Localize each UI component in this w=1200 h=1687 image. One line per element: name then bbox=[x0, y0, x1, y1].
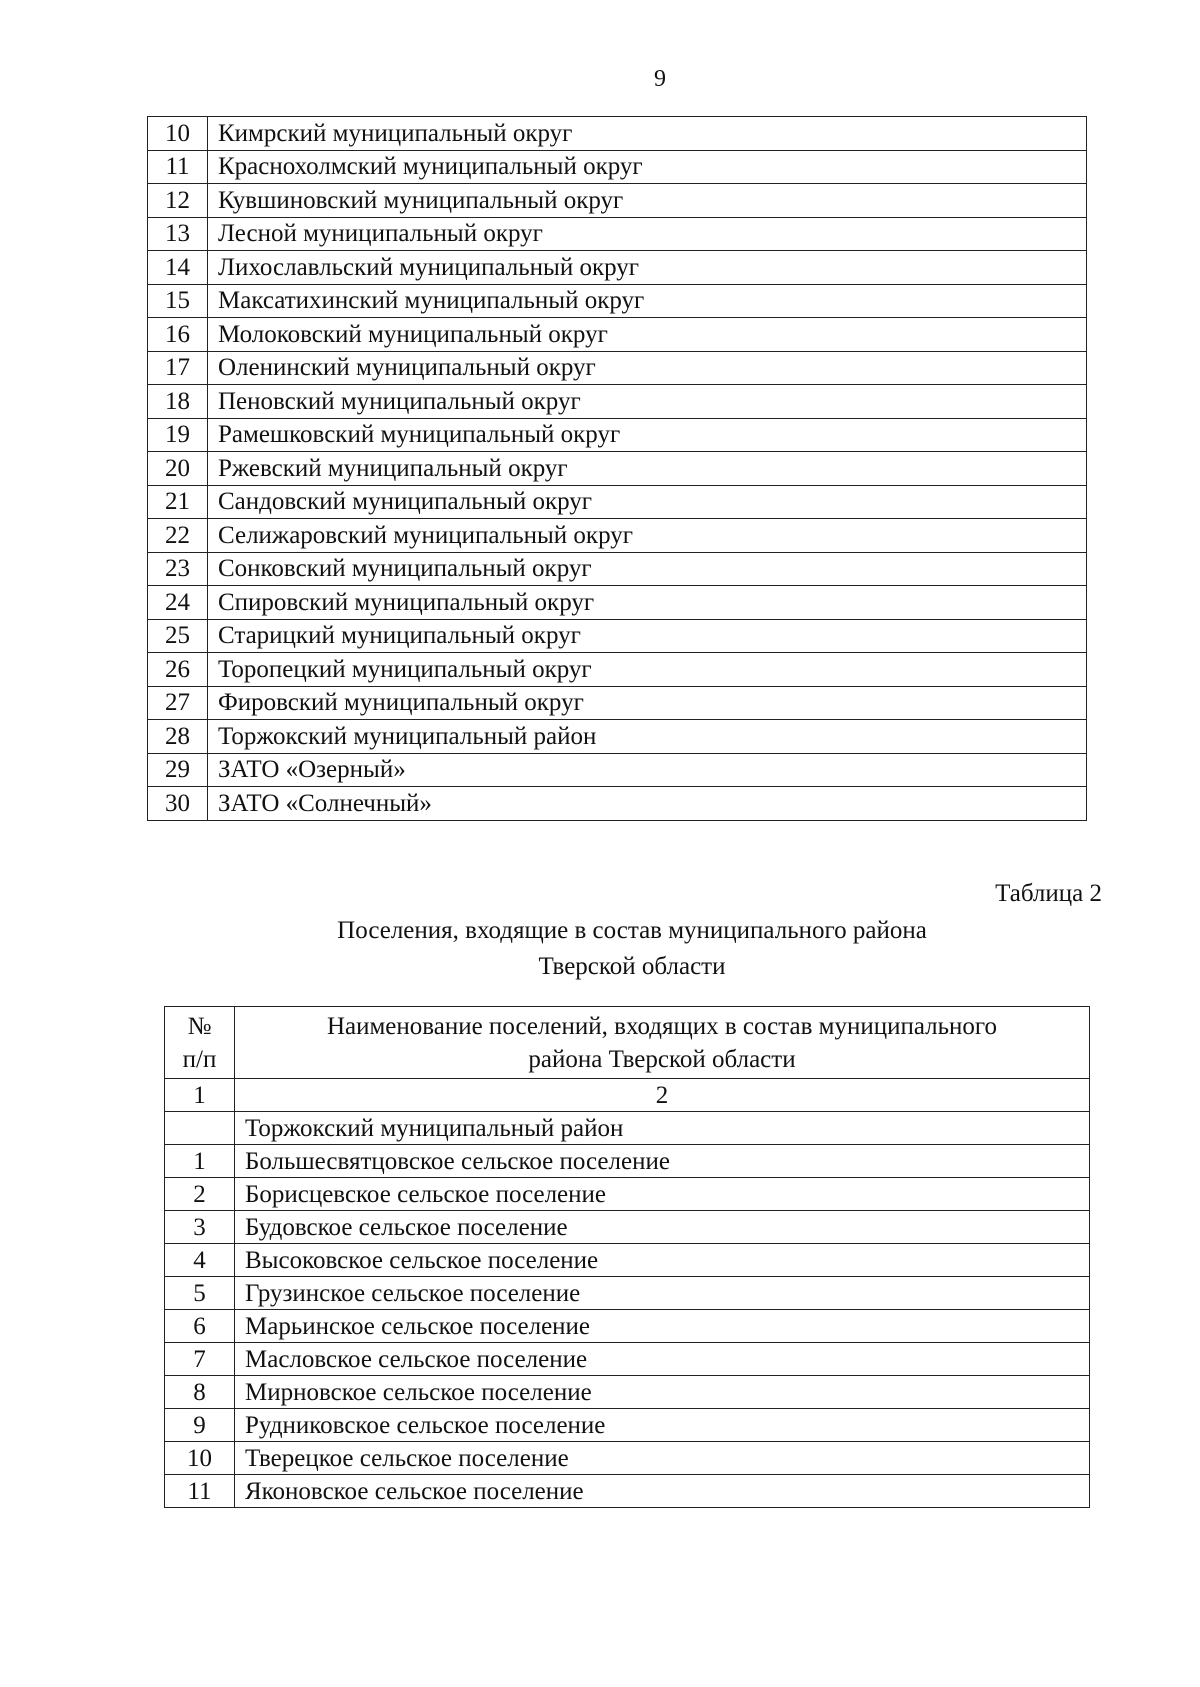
row-number-cell: 13 bbox=[148, 217, 208, 251]
table-row bbox=[165, 1343, 1090, 1376]
row-name-cell: Сонковский муниципальный округ bbox=[208, 552, 1087, 586]
settlements-table bbox=[164, 1006, 1090, 1508]
table-row bbox=[148, 251, 1087, 285]
table-row bbox=[148, 351, 1087, 385]
row-name-cell: Грузинское сельское поселение bbox=[235, 1277, 1090, 1310]
row-name-cell: ЗАТО «Озерный» bbox=[208, 753, 1087, 787]
row-name-cell: Оленинский муниципальный округ bbox=[208, 351, 1087, 385]
row-name-cell: Пеновский муниципальный округ bbox=[208, 385, 1087, 419]
row-number-cell: 12 bbox=[148, 184, 208, 218]
table-row bbox=[165, 1145, 1090, 1178]
table-row bbox=[165, 1376, 1090, 1409]
table-row bbox=[148, 720, 1087, 754]
row-name-cell: Марьинское сельское поселение bbox=[235, 1310, 1090, 1343]
row-number-cell: 1 bbox=[165, 1145, 235, 1178]
row-number-cell: 4 bbox=[165, 1244, 235, 1277]
table-row bbox=[148, 385, 1087, 419]
table-row bbox=[148, 552, 1087, 586]
row-name-cell: Высоковское сельское поселение bbox=[235, 1244, 1090, 1277]
row-number-cell: 17 bbox=[148, 351, 208, 385]
row-name-cell: Кимрский муниципальный округ bbox=[208, 117, 1087, 151]
row-name-cell: Лесной муниципальный округ bbox=[208, 217, 1087, 251]
row-number-cell: 16 bbox=[148, 318, 208, 352]
row-name-cell: Масловское сельское поселение bbox=[235, 1343, 1090, 1376]
row-name-cell: Будовское сельское поселение bbox=[235, 1211, 1090, 1244]
row-name-cell: Борисцевское сельское поселение bbox=[235, 1178, 1090, 1211]
table-title bbox=[0, 913, 1200, 985]
row-number-cell: 7 bbox=[165, 1343, 235, 1376]
row-number-cell: 9 bbox=[165, 1409, 235, 1442]
row-number-cell: 15 bbox=[148, 284, 208, 318]
row-number-cell: 10 bbox=[165, 1442, 235, 1475]
header-name-line-2: района Тверской области bbox=[528, 1045, 796, 1073]
row-number-cell: 6 bbox=[165, 1310, 235, 1343]
row-name-cell: Ржевский муниципальный округ bbox=[208, 452, 1087, 486]
row-name-cell: Торжокский муниципальный район bbox=[208, 720, 1087, 754]
row-name-cell: Кувшиновский муниципальный округ bbox=[208, 184, 1087, 218]
row-name-cell: Максатихинский муниципальный округ bbox=[208, 284, 1087, 318]
row-number-cell: 29 bbox=[148, 753, 208, 787]
table-row bbox=[148, 519, 1087, 553]
table-row bbox=[148, 452, 1087, 486]
row-name-cell: ЗАТО «Солнечный» bbox=[208, 787, 1087, 821]
table-row bbox=[148, 686, 1087, 720]
row-name-cell: Яконовское сельское поселение bbox=[235, 1475, 1090, 1508]
row-number-cell: 30 bbox=[148, 787, 208, 821]
row-number-cell: 2 bbox=[165, 1178, 235, 1211]
row-name-cell: Мирновское сельское поселение bbox=[235, 1376, 1090, 1409]
row-name-cell: Большесвятцовское сельское поселение bbox=[235, 1145, 1090, 1178]
table-row bbox=[165, 1442, 1090, 1475]
table-row bbox=[148, 117, 1087, 151]
districts-table bbox=[147, 116, 1087, 821]
header-number-sign: № bbox=[187, 1012, 212, 1040]
row-name-cell: Рудниковское сельское поселение bbox=[235, 1409, 1090, 1442]
row-number-cell: 26 bbox=[148, 653, 208, 687]
row-name-cell: Торопецкий муниципальный округ bbox=[208, 653, 1087, 687]
row-name-cell: Сандовский муниципальный округ bbox=[208, 485, 1087, 519]
table-row bbox=[148, 418, 1087, 452]
group-title-cell: Торжокский муниципальный район bbox=[235, 1112, 1090, 1145]
table-title-line-2: Тверской области bbox=[538, 953, 726, 980]
row-number-cell: 25 bbox=[148, 619, 208, 653]
row-number-cell: 11 bbox=[165, 1475, 235, 1508]
row-number-cell: 28 bbox=[148, 720, 208, 754]
table-title-line-1: Поселения, входящие в состав муниципального района bbox=[337, 917, 927, 944]
row-name-cell: Старицкий муниципальный округ bbox=[208, 619, 1087, 653]
table-row bbox=[165, 1277, 1090, 1310]
row-number-cell: 18 bbox=[148, 385, 208, 419]
table-row bbox=[148, 217, 1087, 251]
header-number-abbrev: п/п bbox=[182, 1045, 217, 1073]
row-number-cell: 3 bbox=[165, 1211, 235, 1244]
table-row bbox=[148, 284, 1087, 318]
table-row bbox=[148, 318, 1087, 352]
row-number-cell: 23 bbox=[148, 552, 208, 586]
group-title-row bbox=[165, 1112, 1090, 1145]
row-number-cell: 27 bbox=[148, 686, 208, 720]
table-row bbox=[165, 1475, 1090, 1508]
table-row bbox=[165, 1409, 1090, 1442]
row-name-cell: Молоковский муниципальный округ bbox=[208, 318, 1087, 352]
header-name-cell bbox=[235, 1007, 1090, 1079]
page-number: 9 bbox=[654, 66, 666, 92]
table-row bbox=[148, 184, 1087, 218]
column-number-2: 2 bbox=[235, 1079, 1090, 1112]
row-number-cell: 8 bbox=[165, 1376, 235, 1409]
header-number-cell bbox=[165, 1007, 235, 1079]
row-number-cell: 10 bbox=[148, 117, 208, 151]
row-name-cell: Спировский муниципальный округ bbox=[208, 586, 1087, 620]
row-number-cell: 22 bbox=[148, 519, 208, 553]
row-name-cell: Фировский муниципальный округ bbox=[208, 686, 1087, 720]
row-number-cell: 21 bbox=[148, 485, 208, 519]
row-name-cell: Лихославльский муниципальный округ bbox=[208, 251, 1087, 285]
table-row bbox=[148, 586, 1087, 620]
table-row bbox=[165, 1211, 1090, 1244]
settlements-table-body bbox=[165, 1007, 1090, 1508]
row-number-cell: 14 bbox=[148, 251, 208, 285]
districts-table-body bbox=[148, 117, 1087, 821]
table-row bbox=[165, 1310, 1090, 1343]
row-number-cell: 11 bbox=[148, 150, 208, 184]
row-number-cell: 20 bbox=[148, 452, 208, 486]
table-row bbox=[165, 1178, 1090, 1211]
row-name-cell: Тверецкое сельское поселение bbox=[235, 1442, 1090, 1475]
column-number-row bbox=[165, 1079, 1090, 1112]
row-number-cell: 19 bbox=[148, 418, 208, 452]
table-label: Таблица 2 bbox=[995, 880, 1102, 907]
table-row bbox=[148, 619, 1087, 653]
table-row bbox=[165, 1244, 1090, 1277]
column-number-1: 1 bbox=[165, 1079, 235, 1112]
table-row bbox=[148, 150, 1087, 184]
header-name-line-1: Наименование поселений, входящих в состав муниципального bbox=[326, 1012, 998, 1040]
row-name-cell: Селижаровский муниципальный округ bbox=[208, 519, 1087, 553]
table-row bbox=[148, 753, 1087, 787]
row-number-cell: 5 bbox=[165, 1277, 235, 1310]
table-row bbox=[148, 787, 1087, 821]
row-number-cell: 24 bbox=[148, 586, 208, 620]
row-name-cell: Краснохолмский муниципальный округ bbox=[208, 150, 1087, 184]
row-name-cell: Рамешковский муниципальный округ bbox=[208, 418, 1087, 452]
group-title-number-cell bbox=[165, 1112, 235, 1145]
table-row bbox=[148, 653, 1087, 687]
settlements-table-header bbox=[165, 1007, 1090, 1079]
table-row bbox=[148, 485, 1087, 519]
